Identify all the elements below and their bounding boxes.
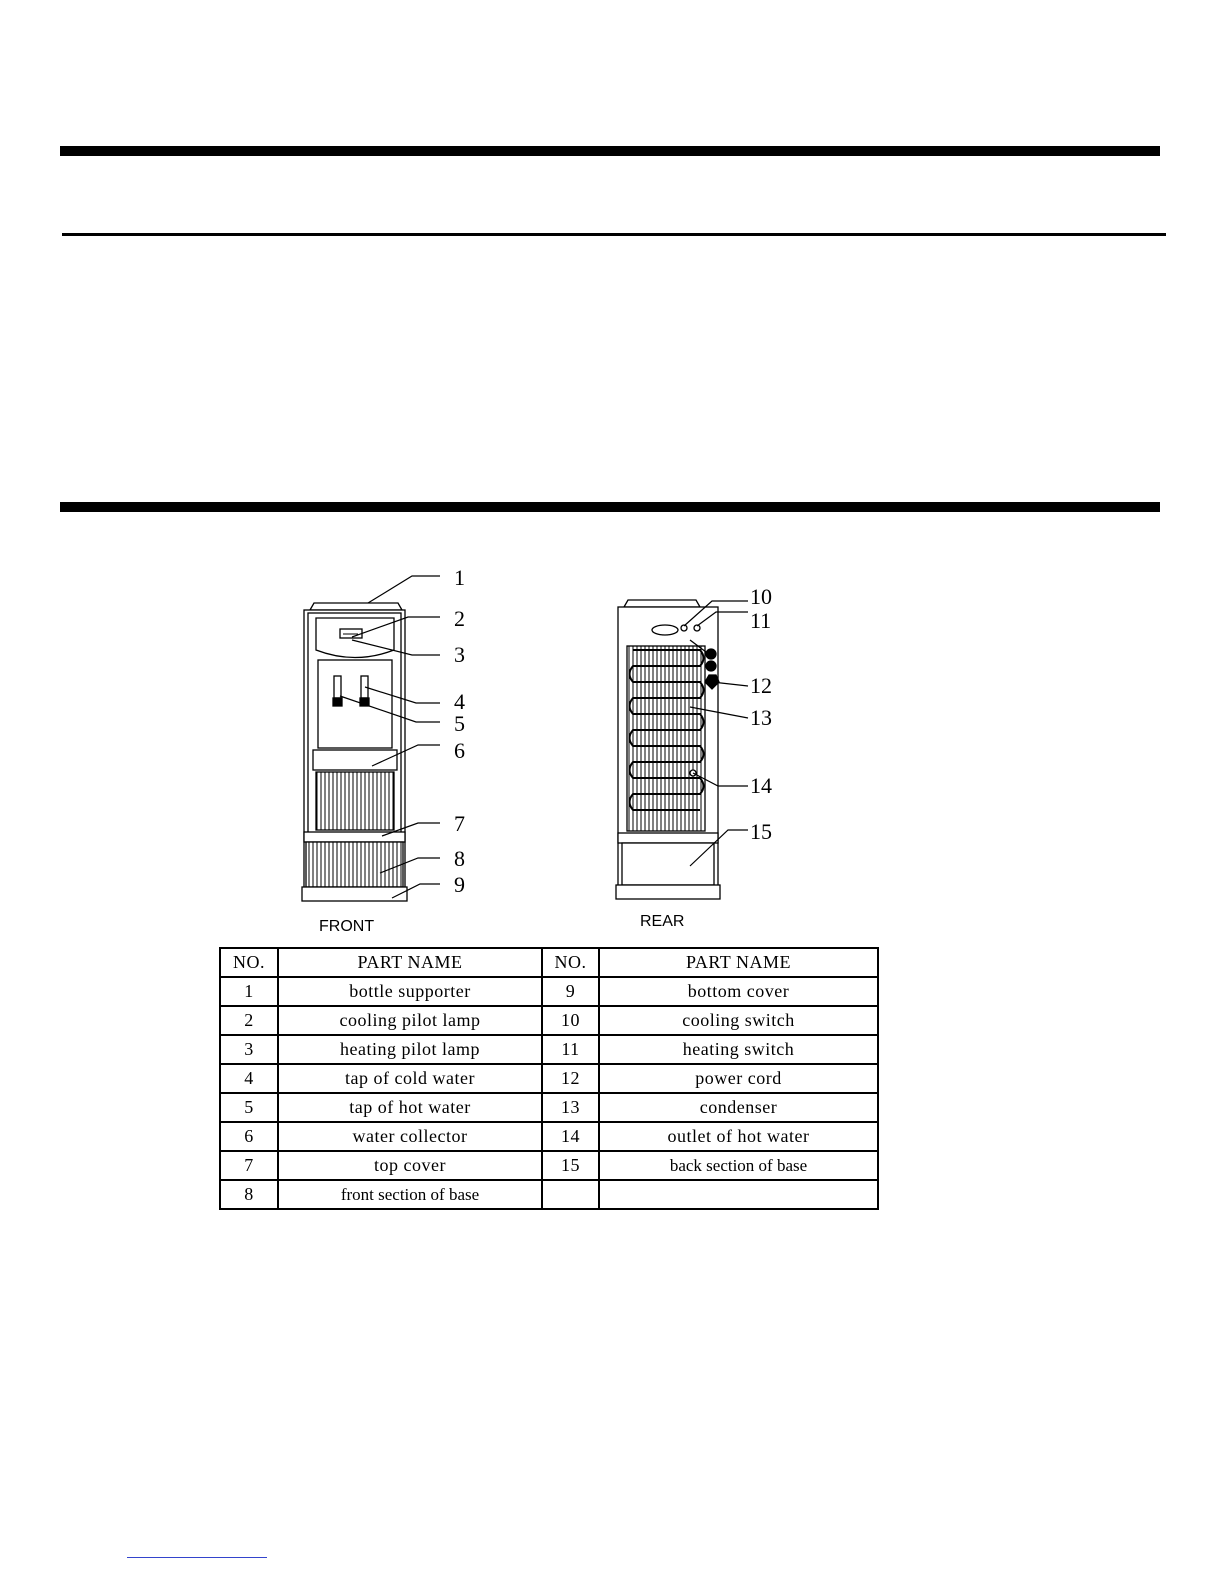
callout-13: 13 bbox=[750, 705, 772, 730]
rear-callouts bbox=[750, 584, 772, 844]
table-row bbox=[220, 1006, 878, 1035]
part-number: 9 bbox=[542, 977, 599, 1006]
header-part-name-right: PART NAME bbox=[599, 948, 878, 977]
part-number: 5 bbox=[220, 1093, 278, 1122]
part-number: 6 bbox=[220, 1122, 278, 1151]
part-name: back section of base bbox=[599, 1151, 878, 1180]
rear-view bbox=[616, 600, 720, 899]
callout-8: 8 bbox=[454, 846, 465, 871]
power-cord-coil-2 bbox=[706, 661, 716, 671]
callout-5: 5 bbox=[454, 711, 465, 736]
header-no-right: NO. bbox=[542, 948, 599, 977]
part-name: bottom cover bbox=[599, 977, 878, 1006]
table-header-row bbox=[220, 948, 878, 977]
table-row bbox=[220, 1151, 878, 1180]
parts-table bbox=[219, 947, 879, 1210]
part-number: 3 bbox=[220, 1035, 278, 1064]
callout-12: 12 bbox=[750, 673, 772, 698]
tap-recess bbox=[318, 660, 392, 748]
part-number: 4 bbox=[220, 1064, 278, 1093]
part-name: top cover bbox=[278, 1151, 542, 1180]
part-number: 13 bbox=[542, 1093, 599, 1122]
rear-base bbox=[622, 843, 714, 885]
table-row bbox=[220, 1035, 878, 1064]
part-name: tap of cold water bbox=[278, 1064, 542, 1093]
callout-7: 7 bbox=[454, 811, 465, 836]
part-name: condenser bbox=[599, 1093, 878, 1122]
callout-11: 11 bbox=[750, 608, 772, 633]
front-callouts bbox=[454, 565, 465, 897]
callout-1: 1 bbox=[454, 565, 465, 590]
part-number: 14 bbox=[542, 1122, 599, 1151]
rear-base-band bbox=[618, 833, 718, 843]
part-name: power cord bbox=[599, 1064, 878, 1093]
part-name: water collector bbox=[278, 1122, 542, 1151]
part-number: 1 bbox=[220, 977, 278, 1006]
power-cord-coil-1 bbox=[706, 649, 716, 659]
part-number bbox=[542, 1180, 599, 1209]
part-name: cooling pilot lamp bbox=[278, 1006, 542, 1035]
cold-tap bbox=[334, 676, 341, 698]
callout-10: 10 bbox=[750, 584, 772, 609]
part-name: heating switch bbox=[599, 1035, 878, 1064]
bottle-supporter-shape bbox=[310, 603, 402, 610]
table-row bbox=[220, 1122, 878, 1151]
bottom-cover-shape bbox=[302, 887, 407, 901]
part-name: cooling switch bbox=[599, 1006, 878, 1035]
front-view-label: FRONT bbox=[319, 918, 375, 935]
footer-link-underline[interactable] bbox=[127, 1557, 267, 1558]
callout-4: 4 bbox=[454, 689, 465, 714]
callout-6: 6 bbox=[454, 738, 465, 763]
part-number: 2 bbox=[220, 1006, 278, 1035]
callout-2: 2 bbox=[454, 606, 465, 631]
table-row bbox=[220, 977, 878, 1006]
front-view bbox=[302, 603, 407, 901]
part-name: heating pilot lamp bbox=[278, 1035, 542, 1064]
part-number: 7 bbox=[220, 1151, 278, 1180]
callout-3: 3 bbox=[454, 642, 465, 667]
header-part-name-left: PART NAME bbox=[278, 948, 542, 977]
part-number: 10 bbox=[542, 1006, 599, 1035]
table-row bbox=[220, 1064, 878, 1093]
part-number: 15 bbox=[542, 1151, 599, 1180]
front-base bbox=[306, 842, 403, 887]
callout-9: 9 bbox=[454, 872, 465, 897]
part-name: outlet of hot water bbox=[599, 1122, 878, 1151]
part-number: 12 bbox=[542, 1064, 599, 1093]
part-number: 11 bbox=[542, 1035, 599, 1064]
part-name bbox=[599, 1180, 878, 1209]
header-no-left: NO. bbox=[220, 948, 278, 977]
rear-view-label: REAR bbox=[640, 913, 685, 930]
callout-15: 15 bbox=[750, 819, 772, 844]
part-number: 8 bbox=[220, 1180, 278, 1209]
table-row bbox=[220, 1093, 878, 1122]
part-name: bottle supporter bbox=[278, 977, 542, 1006]
part-name: front section of base bbox=[278, 1180, 542, 1209]
rear-handle bbox=[652, 625, 678, 635]
condenser-grille bbox=[627, 646, 705, 831]
part-name: tap of hot water bbox=[278, 1093, 542, 1122]
callout-14: 14 bbox=[750, 773, 772, 798]
table-row bbox=[220, 1180, 878, 1209]
